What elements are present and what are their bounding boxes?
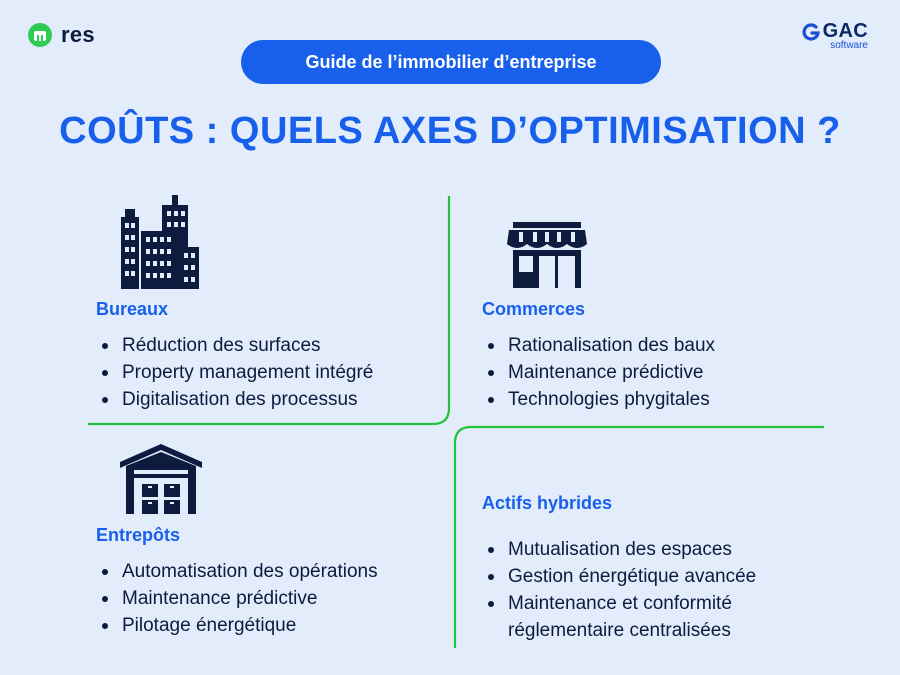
list-item-continuation: réglementaire centralisées [508,620,731,641]
list-item: Property management intégré [96,359,373,386]
list-item: Maintenance prédictive [96,585,378,612]
gac-logo-name: GAC [822,20,868,42]
list-item: Digitalisation des processus [96,386,373,413]
page-title: COÛTS : QUELS AXES D’OPTIMISATION ? [59,110,841,152]
gac-logo-sub: software [830,40,868,51]
category-title: Entrepôts [96,525,181,545]
res-logo-text: res [61,22,95,47]
list-item: Rationalisation des baux [482,332,715,359]
category-title: Commerces [482,299,586,319]
quadrant-commerces [482,299,715,413]
category-title: Bureaux [96,299,169,319]
quadrant-entrepots [96,525,378,639]
warehouse-icon [120,444,202,514]
storefront-icon [507,222,587,290]
quadrant-actifs-hybrides [482,493,756,644]
quadrant-bureaux [96,299,373,413]
list-item: Technologies phygitales [482,386,715,413]
list-item: Réduction des surfaces [96,332,373,359]
list-item: Automatisation des opérations [96,558,378,585]
list-item: Gestion énergétique avancée [482,563,756,590]
list-item: Maintenance prédictive [482,359,715,386]
list-item: Pilotage énergétique [96,612,378,639]
category-title: Actifs hybrides [482,493,613,513]
list-item: Maintenance et conformité [482,590,756,617]
list-item: Mutualisation des espaces [482,536,756,563]
guide-badge: Guide de l’immobilier d’entreprise [241,40,661,84]
office-buildings-icon [121,195,199,289]
